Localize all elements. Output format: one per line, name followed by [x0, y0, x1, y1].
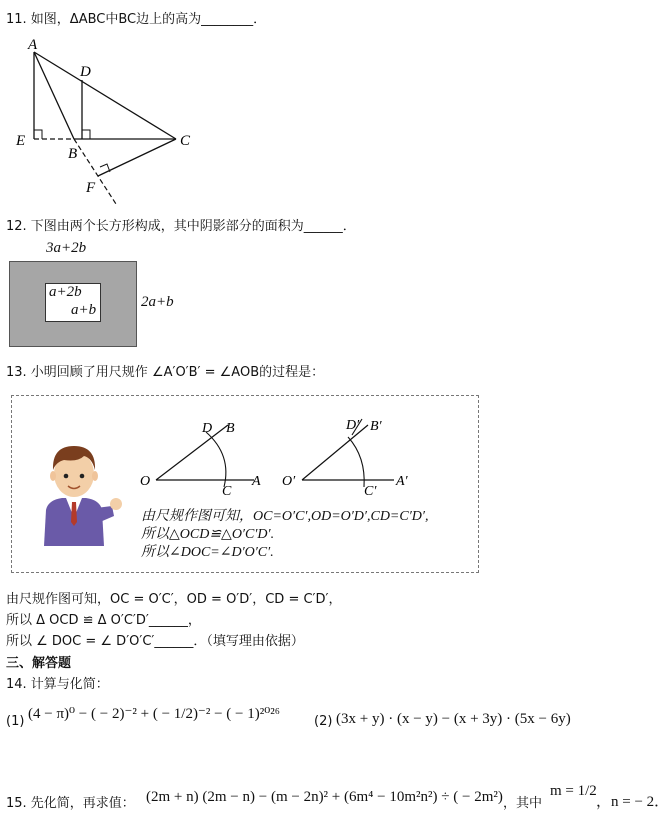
right-angle-b — [82, 130, 90, 139]
svg-text:A: A — [252, 474, 261, 489]
q14-part2-label: (2) — [314, 714, 333, 729]
q15-where: ，其中 — [503, 796, 543, 811]
tie-shape — [71, 502, 77, 526]
q15-prefix: 15. 先化简，再求值： — [6, 796, 135, 811]
angle-a2o2b2-figure — [282, 415, 417, 500]
box-line-2: 所以△OCD≌△O′C′D′. — [141, 527, 275, 542]
svg-text:D: D — [202, 421, 213, 436]
svg-text:A′: A′ — [396, 474, 408, 489]
q13-line-1: 由尺规作图可知，OC = O′C′，OD = O′D′，CD = C′D′， — [6, 592, 342, 607]
q15-expr: (2m + n) (2m − n) − (m − 2n)² + (6m⁴ − 10m²n²) ÷ ( − 2m²) — [146, 789, 503, 805]
label-e: E — [16, 133, 26, 149]
ray-ob — [156, 425, 228, 480]
svg-text:O: O — [140, 474, 151, 489]
student-illustration — [34, 438, 124, 546]
svg-text:C′: C′ — [364, 484, 377, 499]
q13-line-2: 所以 Δ OCD ≌ Δ O′C′D′______， — [6, 613, 201, 628]
q15-n-value: ，n = − 2． — [596, 794, 669, 810]
svg-text:C: C — [222, 484, 232, 499]
svg-text:D′: D′ — [346, 418, 360, 433]
q14-text: 14. 计算与化简： — [6, 677, 109, 692]
q11-text: 11. 如图，ΔABC中BC边上的高为________． — [6, 12, 267, 27]
outer-height-label: 2a+b — [141, 294, 174, 310]
label-c: C — [180, 133, 191, 149]
line-ac — [34, 52, 176, 139]
svg-text:B: B — [226, 421, 235, 436]
q14-part1-expr: (4 − π)⁰ − ( − 2)⁻² + ( − 1/2)⁻² − ( − 1)²⁰²⁶ — [28, 706, 280, 722]
hand-shape — [110, 498, 122, 510]
q14-part2-expr: (3x + y) · (x − y) − (x + 3y) · (5x − 6y) — [336, 711, 571, 727]
box-line-3: 所以∠DOC=∠D′O′C′. — [141, 545, 274, 560]
right-angle-e — [34, 130, 42, 139]
q11-figure — [10, 34, 210, 206]
angle-aob-figure — [136, 415, 266, 500]
label-b: B — [68, 146, 78, 162]
q13-line-3: 所以 ∠ DOC = ∠ D′O′C′______．（填写理由依据） — [6, 634, 304, 649]
label-f: F — [86, 180, 96, 196]
q12-text: 12. 下图由两个长方形构成，其中阴影部分的面积为______． — [6, 219, 356, 234]
label-d: D — [80, 64, 91, 80]
label-a: A — [28, 37, 38, 53]
q13-text: 13. 小明回顾了用尺规作 ∠A′O′B′ = ∠AOB的过程是： — [6, 365, 325, 380]
inner-width-label: a+2b — [49, 284, 82, 300]
outer-width-label: 3a+2b — [46, 240, 87, 256]
svg-text:B′: B′ — [370, 419, 382, 434]
line-ab — [34, 52, 74, 139]
q15-m-value: m = 1/2 — [550, 783, 597, 799]
section-3-title: 三、解答题 — [6, 656, 72, 671]
q14-part1-label: (1) — [6, 714, 25, 729]
box-line-1: 由尺规作图可知，OC=O′C′,OD=O′D′,CD=C′D′, — [141, 509, 429, 524]
inner-height-label: a+b — [71, 302, 97, 318]
svg-text:O′: O′ — [282, 474, 296, 489]
